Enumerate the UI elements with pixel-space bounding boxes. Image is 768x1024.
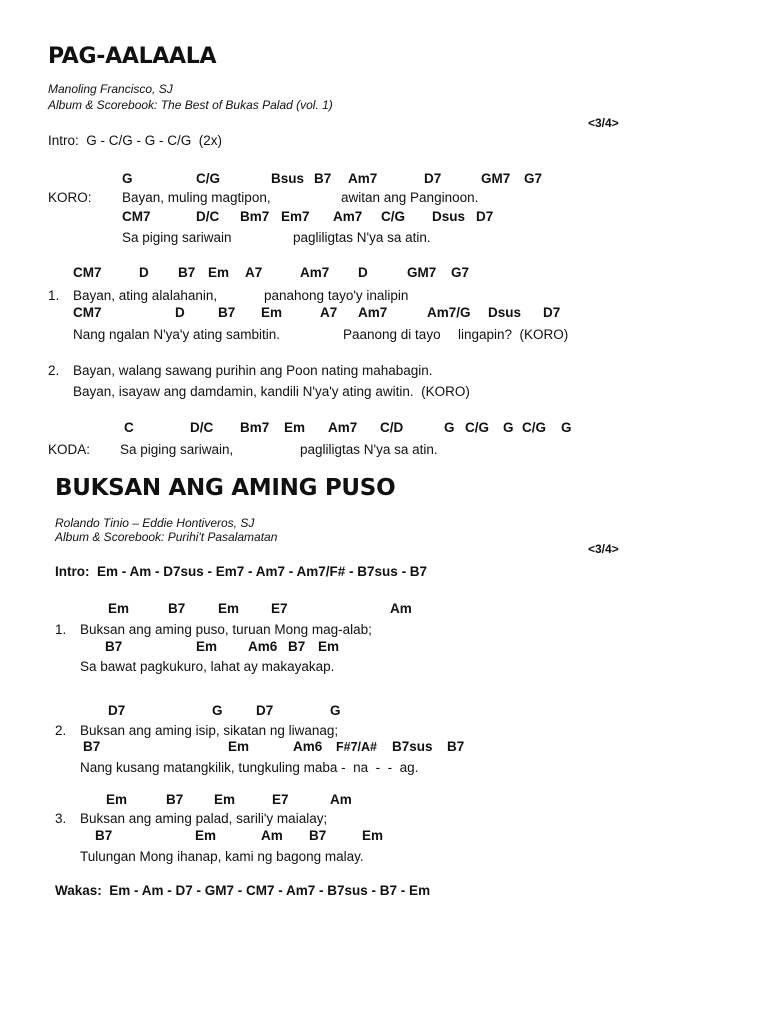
koda-label: KODA:: [48, 442, 91, 457]
chord: C: [124, 420, 134, 435]
song-album: Album & Scorebook: The Best of Bukas Palad (vol. 1): [48, 98, 333, 112]
chord: F#7/A#: [336, 740, 377, 754]
chord: Em: [208, 265, 230, 280]
chord: D/C: [196, 209, 220, 224]
lyric: lingapin? (KORO): [458, 327, 569, 342]
chord: Am: [261, 828, 283, 843]
chord: Em: [228, 739, 250, 754]
chord: E7: [272, 792, 289, 807]
chord: B7: [105, 639, 123, 654]
chord: Am6: [248, 639, 278, 654]
chord: Bm7: [240, 420, 270, 435]
lyric: Sa piging sariwain: [122, 230, 232, 245]
lyric: pagliligtas N'ya sa atin.: [293, 230, 431, 245]
chord: D: [358, 265, 368, 280]
chord: GM7: [481, 171, 511, 186]
chord: Am7: [333, 209, 363, 224]
lyric: Nang kusang matangkilik, tungkuling maba - na - - ag.: [80, 760, 419, 775]
intro-line: Intro: G - C/G - G - C/G (2x): [48, 133, 223, 148]
chord: B7: [166, 792, 184, 807]
chord: D: [139, 265, 149, 280]
chord: C/D: [380, 420, 404, 435]
chord: Am7: [300, 265, 330, 280]
chord: Em: [108, 601, 130, 616]
time-signature: <3/4>: [588, 542, 619, 556]
chord: D: [175, 305, 185, 320]
chord: CM7: [73, 305, 102, 320]
chord: A7: [245, 265, 263, 280]
chord: B7: [314, 171, 332, 186]
chord: D/C: [190, 420, 214, 435]
lyric: Buksan ang aming isip, sikatan ng liwanag;: [80, 723, 339, 738]
chord: Em: [196, 639, 218, 654]
chord: D7: [256, 703, 274, 718]
chord: Em: [214, 792, 236, 807]
lyric: Bayan, isayaw ang damdamin, kandili N'ya'y ating awitin. (KORO): [73, 384, 470, 399]
chord: B7: [168, 601, 186, 616]
chord: Am6: [293, 739, 323, 754]
intro-line: Intro: Em - Am - D7sus - Em7 - Am7 - Am7/F# - B7sus - B7: [55, 564, 428, 579]
lyric: Bayan, muling magtipon,: [122, 190, 271, 205]
chord: G: [330, 703, 341, 718]
chord: D7: [476, 209, 494, 224]
wakas-line: Wakas: Em - Am - D7 - GM7 - CM7 - Am7 - B7sus - B7 - Em: [55, 883, 431, 898]
song-title: BUKSAN ANG AMING PUSO: [55, 475, 396, 501]
chord: C/G: [465, 420, 490, 435]
verse-number: 3.: [55, 811, 67, 826]
lyric: Buksan ang aming puso, turuan Mong mag-alab;: [80, 622, 372, 637]
chord: CM7: [122, 209, 151, 224]
lyric: awitan ang Panginoon.: [341, 190, 479, 205]
lyric: panahong tayo'y inalipin: [264, 288, 409, 303]
chord: Em: [362, 828, 384, 843]
chord: Dsus: [432, 209, 466, 224]
chord: Em: [106, 792, 128, 807]
lyric: Bayan, walang sawang purihin ang Poon nating mahabagin.: [73, 363, 433, 378]
song-author: Rolando Tinio – Eddie Hontiveros, SJ: [55, 516, 255, 530]
verse-number: 1.: [55, 622, 67, 637]
verse-number: 2.: [48, 363, 60, 378]
chord: CM7: [73, 265, 102, 280]
chord: B7: [309, 828, 327, 843]
lyric: Buksan ang aming palad, sarili'y maialay;: [80, 811, 328, 826]
song-album: Album & Scorebook: Purihi't Pasalamatan: [55, 530, 278, 544]
lyric: Sa piging sariwain,: [120, 442, 234, 457]
chord: Dsus: [488, 305, 522, 320]
chord: G7: [451, 265, 470, 280]
chord: G: [212, 703, 223, 718]
chord: B7sus: [392, 739, 433, 754]
chord: Em: [195, 828, 217, 843]
chord: C/G: [522, 420, 547, 435]
chord: C/G: [196, 171, 221, 186]
chord: Am7: [348, 171, 378, 186]
chord: Bsus: [271, 171, 305, 186]
chord: Em: [261, 305, 283, 320]
chord: C/G: [381, 209, 406, 224]
verse-number: 1.: [48, 288, 60, 303]
lyric: Nang ngalan N'ya'y ating sambitin.: [73, 327, 281, 342]
lyric: Paanong di tayo: [343, 327, 441, 342]
chord: GM7: [407, 265, 437, 280]
lyric: Bayan, ating alalahanin,: [73, 288, 218, 303]
chord: B7: [447, 739, 465, 754]
chord: Em: [284, 420, 306, 435]
chord: G7: [524, 171, 543, 186]
chord: A7: [320, 305, 338, 320]
chord: G: [444, 420, 455, 435]
time-signature: <3/4>: [588, 116, 619, 130]
chord: Am7: [358, 305, 388, 320]
lyric: Sa bawat pagkukuro, lahat ay makayakap.: [80, 659, 335, 674]
chord: B7: [218, 305, 236, 320]
chord: B7: [288, 639, 306, 654]
lyric: pagliligtas N'ya sa atin.: [300, 442, 438, 457]
chord: D7: [543, 305, 561, 320]
chord: G: [561, 420, 572, 435]
chord: D7: [108, 703, 126, 718]
chord: B7: [95, 828, 113, 843]
chord: G: [122, 171, 133, 186]
chord: B7: [178, 265, 196, 280]
chord: Am: [330, 792, 352, 807]
chord: E7: [271, 601, 288, 616]
chord: Am7/G: [427, 305, 471, 320]
koro-label: KORO:: [48, 190, 92, 205]
chord: Am7: [328, 420, 358, 435]
chord: Bm7: [240, 209, 270, 224]
song-author: Manoling Francisco, SJ: [48, 82, 173, 96]
chord: G: [503, 420, 514, 435]
verse-number: 2.: [55, 723, 67, 738]
song-title: PAG-AALAALA: [48, 44, 217, 69]
chord: Em7: [281, 209, 310, 224]
lyric: Tulungan Mong ihanap, kami ng bagong malay.: [80, 849, 364, 864]
chord: Am: [390, 601, 412, 616]
chord: D7: [424, 171, 442, 186]
chord: Em: [218, 601, 240, 616]
chord: B7: [83, 739, 101, 754]
chord: Em: [318, 639, 340, 654]
